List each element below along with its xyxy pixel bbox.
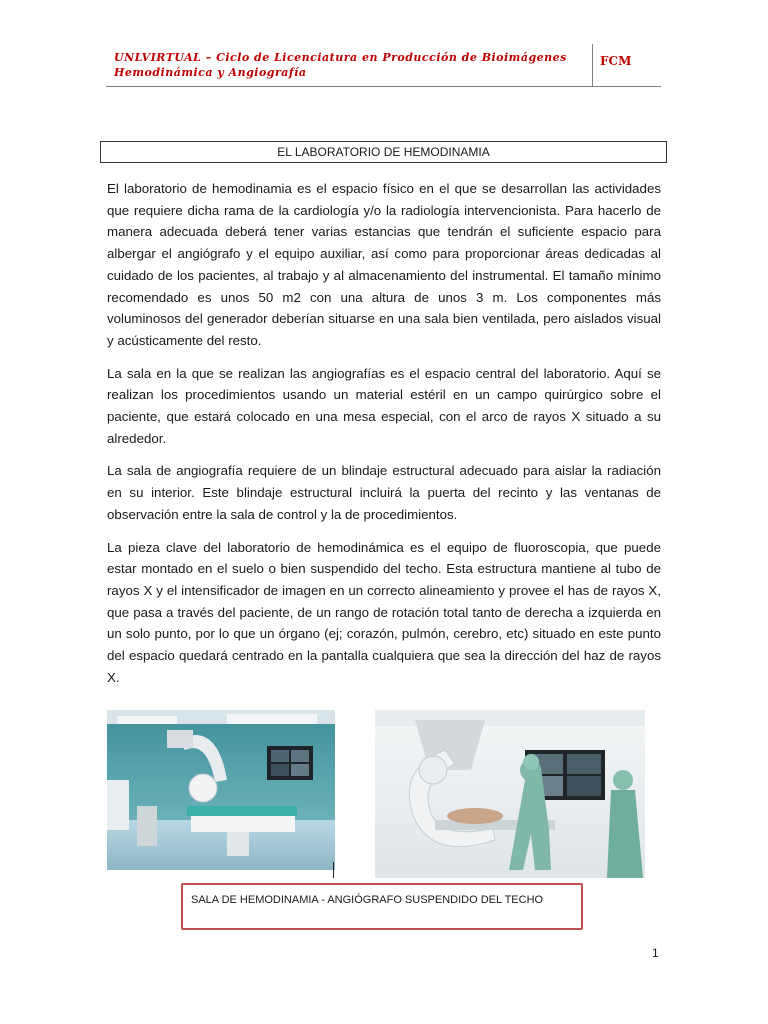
paragraph-4: La pieza clave del laboratorio de hemodinámica es el equipo de fluoroscopia, que puede estar montado en el suelo o bien suspendido del techo. Esta estructura mantiene al tubo de rayos X y el intensificador de imagen en un correcto alineamiento y provee el has de rayos X, que pasa a través del paciente, de un rango de rotación total tanto de derecha a izquierda en un solo punto, por lo que un órgano (ej; corazón, pulmón, cerebro, etc) situado en este punto del espacio quedará centrado en la pantalla cualquiera que sea la dirección del haz de rayos X. bbox=[107, 539, 661, 685]
header-title bbox=[114, 50, 567, 80]
page-header bbox=[106, 44, 661, 87]
page-number: 1 bbox=[652, 946, 659, 960]
header-title-line2: Hemodinámica y Angiografía bbox=[114, 66, 307, 79]
section-title: EL LABORATORIO DE HEMODINAMIA bbox=[100, 141, 667, 163]
cath-lab-room-photo bbox=[107, 710, 335, 870]
header-divider bbox=[592, 44, 593, 86]
caption-text: SALA DE HEMODINAMIA - ANGIÓGRAFO SUSPENDIDO DEL TECHO bbox=[191, 894, 544, 906]
paragraph-3: La sala de angiografía requiere de un blindaje estructural adecuado para aislar la radiación en su interior. Este blindaje estructural incluirá la puerta del recinto y las ventanas de observación entre la sala de control y la de procedimientos. bbox=[107, 463, 661, 522]
paragraph-1: El laboratorio de hemodinamia es el espacio físico en el que se desarrollan las actividades que requiere dicha rama de la cardiología y/o la radiología intervencionista. Para hacerlo de manera adecuada deberá tener varias estancias que tendrán el suficiente espacio para albergar el angiógrafo y el equipo auxiliar, así como para proporcionar áreas dedicadas al cuidado de los pacientes, al trabajo y al almacenamiento del instrumental. El tamaño mínimo recomendado es unos 50 m2 con una altura de unos 3 m. Los componentes más voluminosos del generador deberían situarse en una sala bien ventilada, pero aislados visual y acústicamente del resto. bbox=[107, 181, 661, 348]
figure-caption bbox=[181, 883, 583, 930]
ceiling-angiograph-photo bbox=[375, 710, 645, 878]
image-marker bbox=[333, 862, 334, 878]
header-title-line1: UNLVIRTUAL – Ciclo de Licenciatura en Producción de Bioimágenes bbox=[114, 51, 567, 64]
paragraph-2: La sala en la que se realizan las angiografías es el espacio central del laboratorio. Aquí se realizan los procedimientos usando un material estéril en un campo quirúrgico sobre el paciente, que estará colocado en una mesa especial, con el arco de rayos X situado a su alrededor. bbox=[107, 365, 661, 446]
body-text bbox=[107, 178, 661, 699]
header-brand: FCM bbox=[600, 54, 632, 68]
